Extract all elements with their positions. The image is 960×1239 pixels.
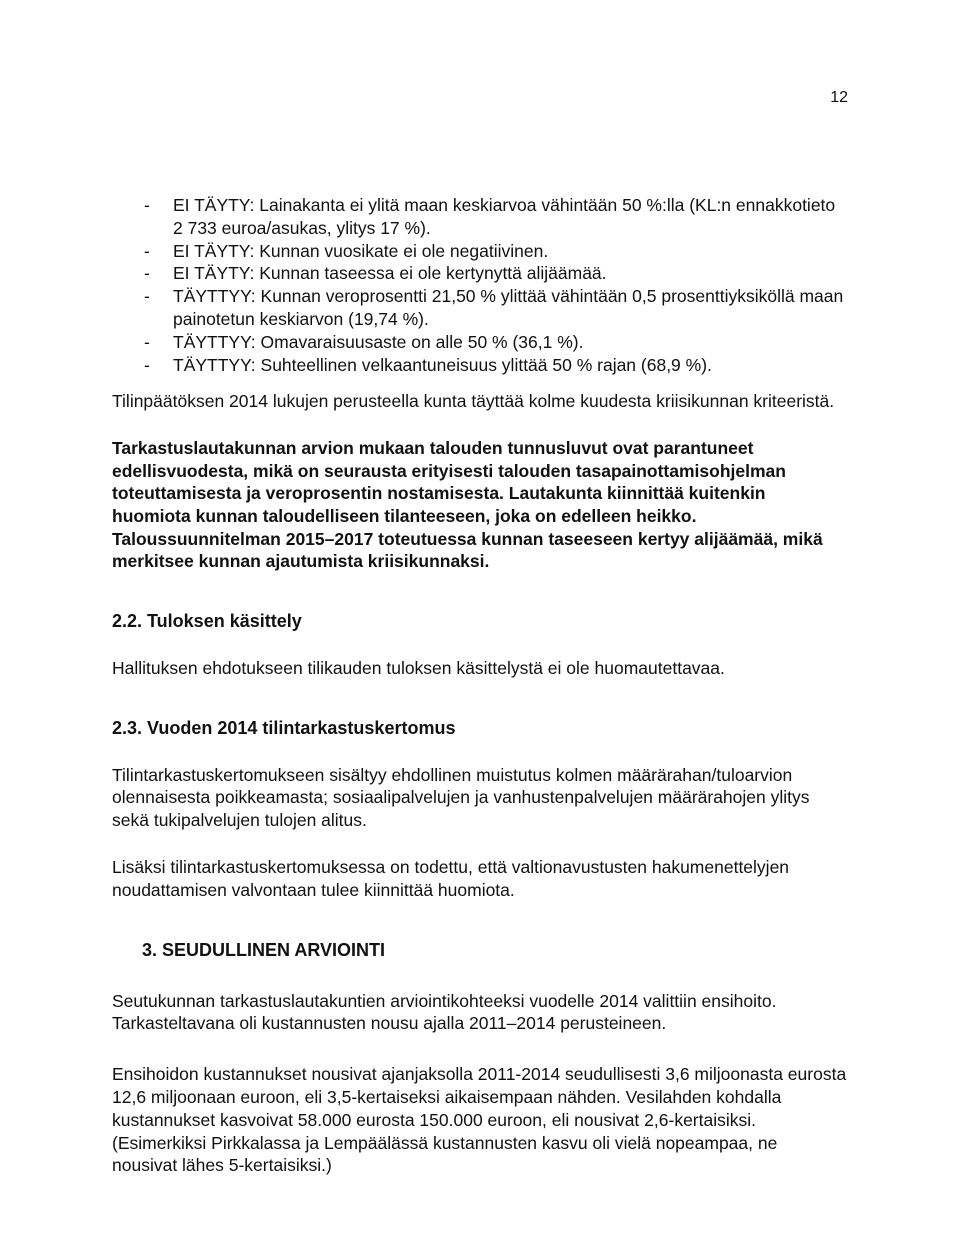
criteria-item	[112, 262, 847, 285]
list-dash: -	[144, 286, 150, 307]
criteria-text: EI TÄYTY: Lainakanta ei ylitä maan keskiarvoa vähintään 50 %:lla (KL:n ennakkotieto 2 733 euroa/asukas, ylitys 17 %).	[173, 195, 836, 238]
section-2-3-paragraph-2: Lisäksi tilintarkastuskertomuksessa on todettu, että valtionavustusten hakumenettelyjen noudattamisen valvontaan tulee kiinnittää huomiota.	[112, 856, 790, 900]
list-dash: -	[144, 240, 150, 261]
criteria-item	[112, 354, 847, 377]
list-dash: -	[144, 263, 150, 284]
section-2-2-body: Hallituksen ehdotukseen tilikauden tuloksen käsittelystä ei ole huomautettavaa.	[112, 657, 725, 678]
criteria-text: EI TÄYTY: Kunnan taseessa ei ole kertynyttä alijäämää.	[173, 263, 607, 284]
criteria-item	[112, 285, 847, 331]
section-2-3-paragraph-1: Tilintarkastuskertomukseen sisältyy ehdollinen muistutus kolmen määrärahan/tuloarvion olennaisesta poikkeamasta; sosiaalipalvelujen ja vanhustenpalvelujen määrärahojen ylitys sekä tukipalvelujen tulojen alitus.	[112, 764, 810, 831]
section-3-paragraph-1: Seutukunnan tarkastuslautakuntien arviointikohteeksi vuodelle 2014 valittiin ensihoito. Tarkasteltavana oli kustannusten nousu ajalla 2011–2014 perusteineen.	[112, 990, 777, 1034]
section-heading-2-2: 2.2. Tuloksen käsittely	[112, 610, 302, 631]
criteria-item	[112, 240, 847, 263]
criteria-list	[112, 194, 847, 376]
document-content	[112, 194, 847, 1177]
list-dash: -	[144, 195, 150, 215]
criteria-item	[112, 194, 847, 240]
criteria-text: TÄYTTYY: Suhteellinen velkaantuneisuus ylittää 50 % rajan (68,9 %).	[173, 354, 712, 375]
list-dash: -	[144, 354, 150, 375]
criteria-text: TÄYTTYY: Kunnan veroprosentti 21,50 % ylittää vähintään 0,5 prosenttiyksiköllä maan painotetun keskiarvon (19,74 %).	[173, 286, 844, 329]
page-number: 12	[830, 89, 848, 106]
board-opinion-paragraph: Tarkastuslautakunnan arvion mukaan talouden tunnusluvut ovat parantuneet edellisvuodesta, mikä on seurausta erityisesti talouden tasapainottamisohjelman toteuttamisesta ja veroprosentin nostamisesta. Lautakunta kiinnittää kuitenkin huomiota kunnan taloudelliseen tilanteeseen, joka on edelleen heikko. Taloussuunnitelman 2015–2017 toteutuessa kunnan taseeseen kertyy alijäämää, mikä merkitsee kunnan ajautumista kriisikunnaksi.	[112, 438, 823, 572]
section-heading-3: 3. SEUDULLINEN ARVIOINTI	[142, 939, 386, 960]
section-heading-2-3: 2.3. Vuoden 2014 tilintarkastuskertomus	[112, 717, 456, 738]
criteria-text: TÄYTTYY: Omavaraisuusaste on alle 50 % (36,1 %).	[173, 331, 584, 352]
criteria-item	[112, 331, 847, 354]
criteria-text: EI TÄYTY: Kunnan vuosikate ei ole negatiivinen.	[173, 240, 549, 261]
section-3-paragraph-2: Ensihoidon kustannukset nousivat ajanjaksolla 2011-2014 seudullisesti 3,6 miljoonasta eurosta 12,6 miljoonaan euroon, eli 3,5-kertaiseksi aikaisempaan nähden. Vesilahden kohdalla kustannukset kasvoivat 58.000 eurosta 150.000 euroon, eli nousivat 2,6-kertaisiksi. (Esimerkiksi Pirkkalassa ja Lempäälässä kustannusten kasvu oli vielä nopeampaa, ne nousivat lähes 5-kertaisiksi.)	[112, 1064, 847, 1176]
summary-paragraph: Tilinpäätöksen 2014 lukujen perusteella kunta täyttää kolme kuudesta kriisikunnan kriteeristä.	[112, 391, 835, 412]
list-dash: -	[144, 331, 150, 352]
